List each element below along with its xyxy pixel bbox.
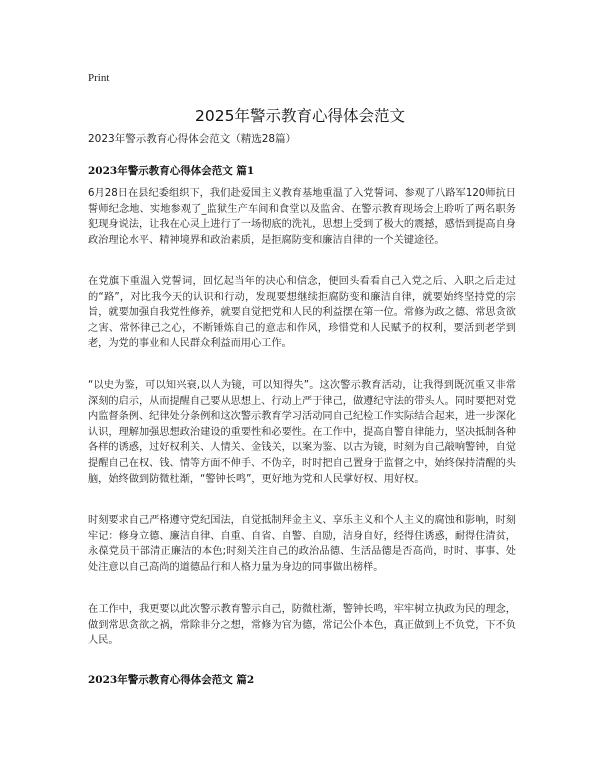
- document-subtitle: 2023年警示教育心得体会范文（精选28篇）: [88, 133, 297, 145]
- section-heading-1: 2023年警示教育心得体会范文 篇1: [88, 165, 255, 177]
- section-heading-2: 2023年警示教育心得体会范文 篇2: [88, 674, 255, 686]
- paragraph-3: “以史为鉴，可以知兴衰,以人为镜，可以知得失”。这次警示教育活动，让我得到既沉重又非常深刻的启示，从而提醒自己要从思想上、行动上严于律己，做遵纪守法的带头人。同时要把对党内监督条例、纪律处分条例和这次警示教育学习活动同自己纪检工作实际结合起来，进一步深化认识，理解加强思想政治建设的重要性和必要性。在工作中，提高自警自律能力，坚决抵制各种各样的诱惑，过好权利关、人情关、金钱关，以案为鉴、以古为镜，时刻为自己敲响警钟，自觉提醒自己在权、钱、情等方面不伸手、不伪辛，时时把自己置身于监督之中，始终保持清醒的头脑，始终做到防微杜渐，“警钟长鸣”，更好地为党和人民掌好权、用好权。: [88, 380, 516, 485]
- paragraph-4: 时刻要求自己严格遵守党纪国法，自觉抵制拜金主义、享乐主义和个人主义的腐蚀和影响，时刻牢记：修身立德、廉洁自律、自重、自省、自警、自励，洁身自好，经得住诱惑，耐得住清贫，永葆党员干部清正廉洁的本色;时刻关注自己的政治品德、生活品德是否高尚，时时、事事、处处注意以自己高尚的道德品行和人格力量为身边的同事做出榜样。: [88, 515, 516, 573]
- print-link[interactable]: Print: [88, 72, 110, 84]
- paragraph-1: 6月28日在县纪委组织下，我们赴爱国主义教育基地重温了入党誓词、参观了八路军120师抗日誓师纪念地、实地参观了_监狱生产车间和食堂以及监舍、在警示教育现场会上聆听了两名职务犯现身说法，让我在心灵上进行了一场彻底的洗礼，思想上受到了极大的震撼，感悟到提高自身政治理论水平、精神境界和政治素质，是拒腐防变和廉洁自律的一个关键途径。: [88, 188, 516, 246]
- paragraph-2: 在党旗下重温入党誓词，回忆起当年的决心和信念，便回头看看自己入党之后、入职之后走过的“路”，对比我今天的认识和行动，发现要想继续拒腐防变和廉洁自律，就要始终坚持党的宗旨，就要加强自我党性修养，就要自觉把党和人民的利益摆在第一位。常修为政之德、常思贪欲之害、常怀律己之心，不断锤炼自己的意志和作风，珍惜党和人民赋予的权利，要活到老学到老，为党的事业和人民群众利益而用心工作。: [88, 276, 516, 350]
- document-title: 2025年警示教育心得体会范文: [195, 107, 405, 125]
- paragraph-5: 在工作中，我更要以此次警示教育警示自己，防微杜渐，警钟长鸣，牢牢树立执政为民的理念，做到常思贪欲之祸，常除非分之想，常修为官为德，常记公仆本色，真正做到上不负党，下不负人民。: [88, 604, 516, 647]
